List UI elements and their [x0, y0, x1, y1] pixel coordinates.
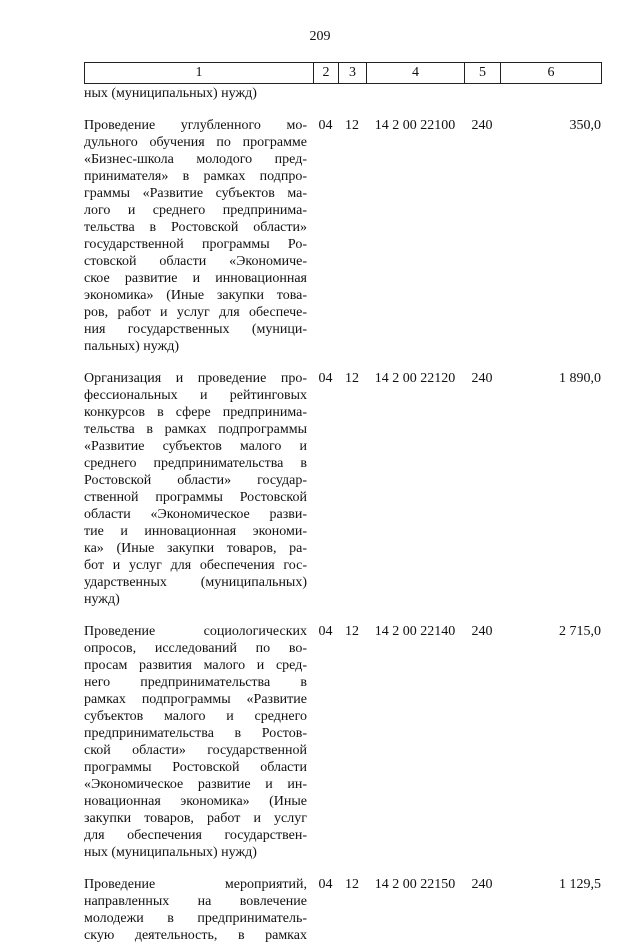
row-name-line: конкурсов в сфере предпринима-	[84, 405, 307, 420]
row-name-line: нужд)	[84, 592, 120, 607]
row-name-line: ния государственных (муници-	[84, 322, 307, 337]
row-name-line: новационная экономика» (Иные	[84, 794, 307, 809]
row-target-article-cell: 14 2 00 22100	[374, 118, 456, 133]
row-name-line: граммы «Развитие субъектов ма-	[84, 186, 307, 201]
row-name-line: дульного обучения по программе	[84, 135, 307, 150]
row-name-line: экономика» (Иные закупки това-	[84, 288, 307, 303]
row-expense-type-cell: 240	[471, 624, 493, 639]
row-name-line: молодежи в предприниматель-	[84, 911, 307, 926]
row-name-line: области «Экономическое разви-	[84, 507, 307, 522]
row-expense-type-cell: 240	[471, 877, 493, 892]
row-target-article-cell: 14 2 00 22150	[374, 877, 456, 892]
row-name-line: программы Ростовской области	[84, 760, 307, 775]
column-header-target-article: 4	[367, 63, 465, 84]
row-name-line: ных (муниципальных) нужд)	[84, 845, 257, 860]
row-expense-type-cell: 240	[471, 118, 493, 133]
row-name-cell	[84, 117, 307, 355]
column-header-section: 2	[314, 63, 339, 84]
table-row	[84, 876, 601, 944]
table-header	[84, 62, 602, 84]
row-section-cell: 04	[318, 371, 333, 386]
row-name-line: ское развитие и инновационная	[84, 271, 307, 286]
row-name-line: субъектов малого и среднего	[84, 709, 307, 724]
row-name-line: среднего предпринимательства в	[84, 456, 307, 471]
row-target-article-cell: 14 2 00 22140	[374, 624, 456, 639]
row-name-cell	[84, 876, 307, 944]
column-header-subsection: 3	[339, 63, 367, 84]
row-name-line: «Бизнес-школа молодого пред-	[84, 152, 307, 167]
row-section-cell: 04	[318, 877, 333, 892]
column-header-name: 1	[85, 63, 314, 84]
row-section-cell: 04	[318, 624, 333, 639]
row-name-line: предпринимательства в Ростов-	[84, 726, 307, 741]
row-name-line: фессиональных и рейтинговых	[84, 388, 307, 403]
row-name-line: Ростовской области» государ-	[84, 473, 307, 488]
row-name-line: рамках подпрограммы «Развитие	[84, 692, 307, 707]
table-row	[84, 370, 601, 608]
column-header-amount: 6	[501, 63, 602, 84]
column-header-expense-type: 5	[465, 63, 501, 84]
row-name-line: пальных) нужд)	[84, 339, 180, 354]
row-name-line: Организация и проведение про-	[84, 371, 307, 386]
table-body	[84, 85, 601, 944]
table-row	[84, 623, 601, 861]
row-name-line: принимателя» в рамках подпро-	[84, 169, 307, 184]
row-name-line: «Экономическое развитие и ин-	[84, 777, 307, 792]
row-name-line: Проведение социологических	[84, 624, 307, 639]
row-name-line: для обеспечения государствен-	[84, 828, 307, 843]
row-amount-cell: 1 129,5	[559, 877, 601, 892]
row-expense-type-cell: 240	[471, 371, 493, 386]
row-subsection-cell: 12	[345, 624, 359, 639]
row-subsection-cell: 12	[345, 118, 359, 133]
row-name-cell	[84, 85, 307, 102]
row-section-cell: 04	[318, 118, 333, 133]
row-name-line: ской области» государственной	[84, 743, 307, 758]
table-row	[84, 117, 601, 355]
row-name-line: ных (муниципальных) нужд)	[84, 86, 257, 101]
row-name-line: тельства в рамках подпрограммы	[84, 422, 307, 437]
row-name-line: закупки товаров, работ и услуг	[84, 811, 307, 826]
row-name-line: ственной программы Ростовской	[84, 490, 307, 505]
row-name-line: «Развитие субъектов малого и	[84, 439, 307, 454]
row-subsection-cell: 12	[345, 371, 359, 386]
row-name-line: тие и инновационная экономи-	[84, 524, 307, 539]
row-amount-cell: 350,0	[569, 118, 601, 133]
row-amount-cell: 2 715,0	[559, 624, 601, 639]
row-name-line: ров, работ и услуг для обеспече-	[84, 305, 307, 320]
row-name-cell	[84, 623, 307, 861]
page-number: 209	[309, 29, 331, 44]
table-row-continuation	[84, 85, 601, 102]
row-name-line: бот и услуг для обеспечения гос-	[84, 558, 307, 573]
row-name-line: него предпринимательства в	[84, 675, 307, 690]
row-name-line: государственной программы Ро-	[84, 237, 307, 252]
row-name-line: лого и среднего предпринима-	[84, 203, 307, 218]
row-name-line: просам развития малого и сред-	[84, 658, 307, 673]
row-name-line: направленных на вовлечение	[84, 894, 307, 909]
row-name-line: ударственных (муниципальных)	[84, 575, 307, 590]
row-name-line: ка» (Иные закупки товаров, ра-	[84, 541, 307, 556]
row-name-line: опросов, исследований по во-	[84, 641, 307, 656]
row-name-cell	[84, 370, 307, 608]
row-name-line: тельства в Ростовской области»	[84, 220, 307, 235]
row-subsection-cell: 12	[345, 877, 359, 892]
row-name-line: Проведение мероприятий,	[84, 877, 307, 892]
row-amount-cell: 1 890,0	[559, 371, 601, 386]
row-name-line: Проведение углубленного мо-	[84, 118, 307, 133]
row-target-article-cell: 14 2 00 22120	[374, 371, 456, 386]
row-name-line: стовской области «Экономиче-	[84, 254, 307, 269]
row-name-line: скую деятельность, в рамках	[84, 928, 307, 943]
